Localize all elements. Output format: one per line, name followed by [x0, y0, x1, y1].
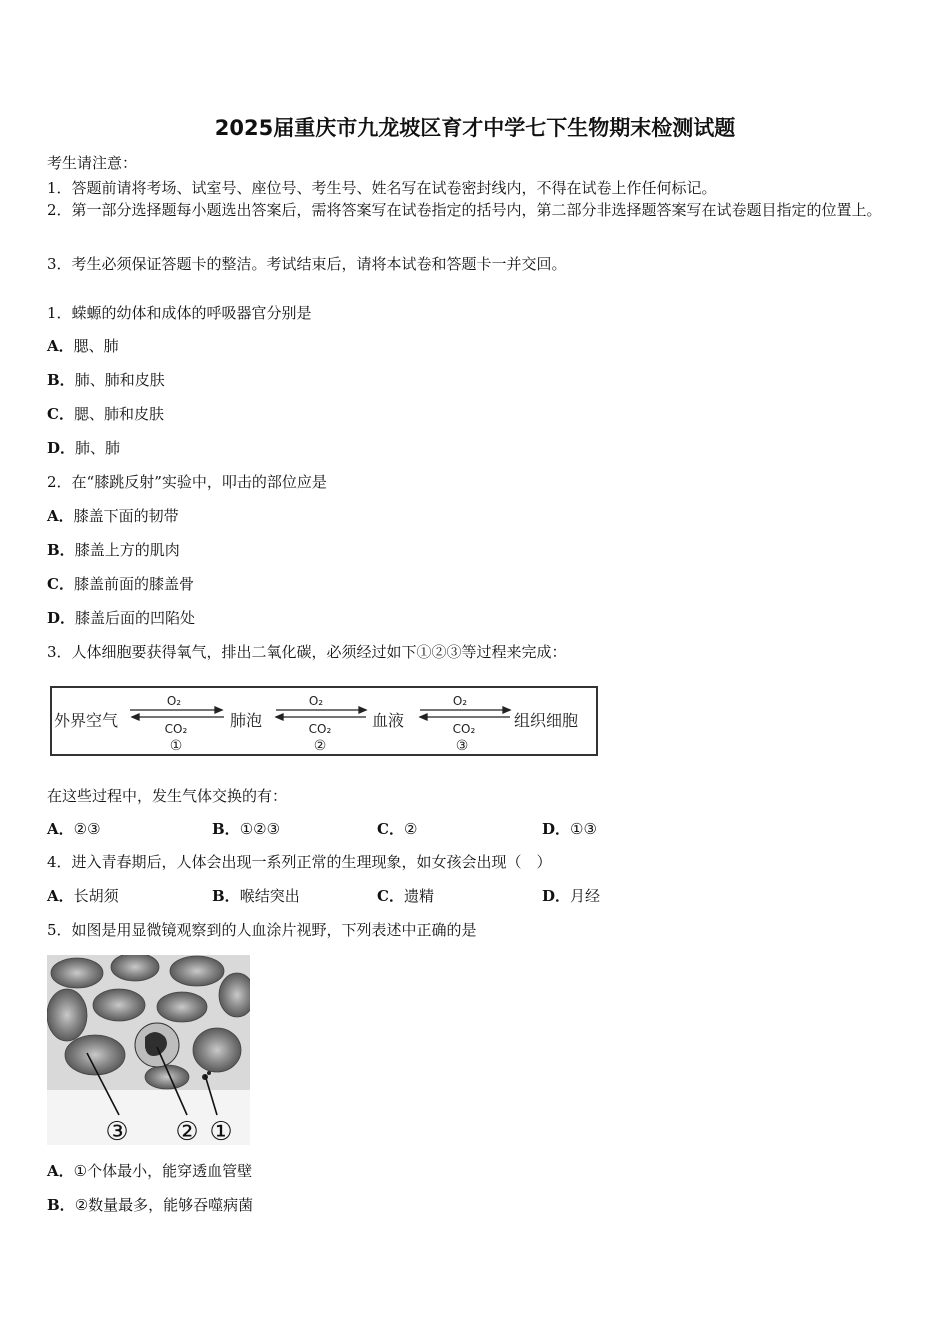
diagram-step-1: ①	[169, 738, 183, 754]
diagram-node-alveoli: 肺泡	[230, 711, 263, 730]
figure-label-2: ②	[175, 1117, 199, 1145]
q4-options	[47, 885, 747, 907]
gas-exchange-diagram	[50, 686, 598, 756]
notice-heading: 考生请注意：	[47, 154, 138, 172]
notice-item-2: 2．第一部分选择题每小题选出答案后，需将答案写在试卷指定的括号内，第二部分非选择题答案写在试卷题目指定的位置上。	[47, 201, 882, 219]
page-title: 2025届重庆市九龙坡区育才中学七下生物期末检测试题	[214, 116, 736, 140]
q4-option-c: C．遗精	[377, 887, 434, 905]
diagram-node-blood: 血液	[372, 711, 405, 730]
diagram-o2-label-3: O₂	[452, 694, 468, 708]
arrowhead-o2-3	[503, 707, 510, 713]
q3-option-a: A．②③	[47, 820, 101, 838]
question-2-stem: 2．在“膝跳反射”实验中，叩击的部位应是	[47, 473, 327, 491]
q4-option-a: A．长胡须	[47, 887, 119, 905]
arrowhead-co2-2	[276, 714, 283, 720]
figure-label-3: ③	[105, 1117, 129, 1145]
diagram-node-tissue: 组织细胞	[514, 711, 579, 730]
q2-option-a: A．膝盖下面的韧带	[47, 507, 179, 525]
question-3-followup: 在这些过程中，发生气体交换的有：	[47, 787, 288, 805]
q1-option-c: C．腮、肺和皮肤	[47, 405, 164, 423]
question-3-stem: 3．人体细胞要获得氧气，排出二氧化碳，必须经过如下①②③等过程来完成：	[47, 643, 567, 661]
question-4-stem: 4．进入青春期后，人体会出现一系列正常的生理现象，如女孩会出现（ ）	[47, 853, 552, 871]
arrowhead-co2-1	[132, 714, 139, 720]
q1-option-d: D．肺、肺	[47, 439, 121, 457]
diagram-co2-label-2: CO₂	[308, 722, 332, 736]
q3-option-d: D．①③	[542, 820, 597, 838]
q3-option-b: B．①②③	[212, 820, 281, 838]
diagram-step-2: ②	[313, 738, 327, 754]
diagram-co2-label-3: CO₂	[452, 722, 476, 736]
q5-option-a: A．①个体最小，能穿透血管壁	[47, 1162, 253, 1180]
q2-option-c: C．膝盖前面的膝盖骨	[47, 575, 194, 593]
question-1-stem: 1．蝾螈的幼体和成体的呼吸器官分别是	[47, 304, 312, 322]
diagram-co2-label-1: CO₂	[164, 722, 188, 736]
q3-options	[47, 818, 747, 840]
arrowhead-o2-2	[359, 707, 366, 713]
arrowhead-co2-3	[420, 714, 427, 720]
q5-option-b: B．②数量最多，能够吞噬病菌	[47, 1196, 254, 1214]
diagram-o2-label-1: O₂	[166, 694, 182, 708]
diagram-o2-label-2: O₂	[308, 694, 324, 708]
q4-option-d: D．月经	[542, 887, 601, 905]
diagram-node-air: 外界空气	[54, 711, 119, 730]
arrowhead-o2-1	[215, 707, 222, 713]
figure-label-1: ①	[209, 1117, 233, 1145]
notice-item-1: 1．答题前请将考场、试室号、座位号、考生号、姓名写在试卷密封线内，不得在试卷上作任何标记。	[47, 179, 717, 197]
q1-option-a: A．腮、肺	[47, 337, 119, 355]
blood-smear-figure	[47, 955, 250, 1145]
question-5-stem: 5．如图是用显微镜观察到的人血涂片视野，下列表述中正确的是	[47, 921, 477, 939]
q2-option-b: B．膝盖上方的肌肉	[47, 541, 180, 559]
q4-option-b: B．喉结突出	[212, 887, 300, 905]
q1-option-b: B．肺、肺和皮肤	[47, 371, 165, 389]
notice-item-3: 3．考生必须保证答题卡的整洁。考试结束后，请将本试卷和答题卡一并交回。	[47, 255, 567, 273]
diagram-step-3: ③	[455, 738, 469, 754]
q2-option-d: D．膝盖后面的凹陷处	[47, 609, 196, 627]
q3-option-c: C．②	[377, 820, 418, 838]
